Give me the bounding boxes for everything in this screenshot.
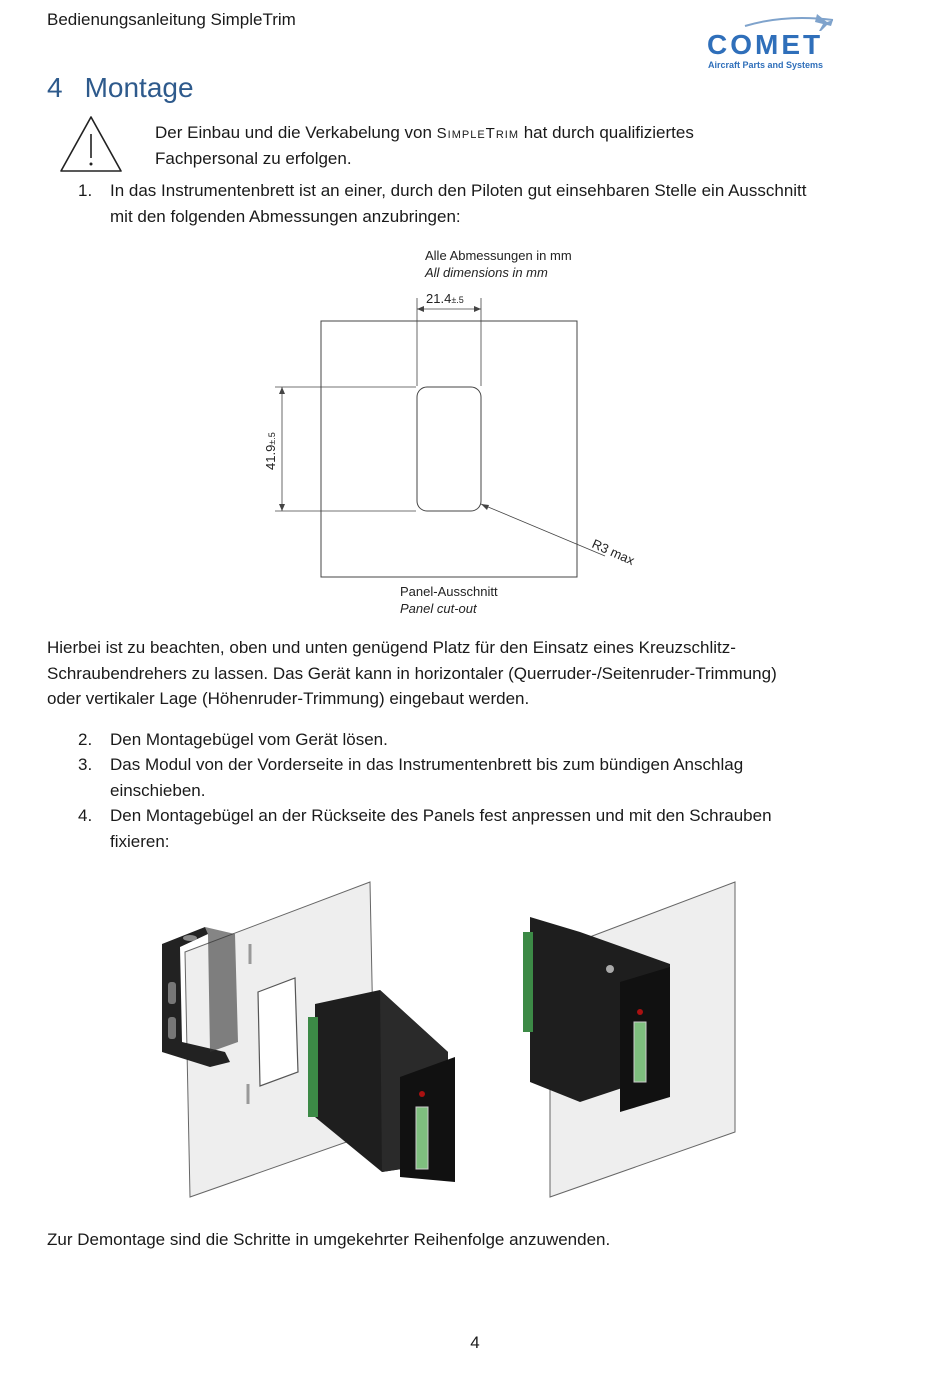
section-heading	[47, 72, 194, 104]
svg-text:21.4±.5	[426, 291, 464, 306]
step-number: 3.	[78, 755, 93, 774]
step-4-line1: Den Montagebügel an der Rückseite des Panels fest anpressen und mit den Schrauben	[110, 806, 772, 825]
step-number: 4.	[78, 806, 93, 825]
panel-cutout-diagram	[255, 240, 655, 625]
svg-text:COMET: COMET	[707, 29, 824, 60]
step-3-line1: Das Modul von der Vorderseite in das Instrumentenbrett bis zum bündigen Anschlag	[110, 755, 744, 774]
height-tolerance: ±.5	[267, 432, 277, 445]
svg-text:41.9±.5	[263, 432, 278, 470]
width-value: 21.4	[426, 291, 452, 306]
product-name: SimpleTrim	[436, 125, 519, 142]
section-number: 4	[47, 72, 63, 103]
cutout-outline	[417, 387, 481, 511]
comet-logo	[705, 10, 855, 70]
step-number: 2.	[78, 730, 93, 749]
step-2	[78, 727, 878, 753]
step-3-line2: einschieben.	[110, 781, 206, 800]
step-3	[78, 752, 878, 804]
diagram-note-de: Alle Abmessungen in mm	[425, 248, 572, 263]
warning-line2: Fachpersonal zu erfolgen.	[155, 149, 352, 168]
note-line3: oder vertikaler Lage (Höhenruder-Trimmung) eingebaut werden.	[47, 689, 530, 708]
section-title: Montage	[84, 72, 194, 103]
height-value: 41.9	[263, 444, 278, 470]
warning-line1-pre: Der Einbau und die Verkabelung von	[155, 123, 437, 142]
step-2-text: Den Montagebügel vom Gerät lösen.	[110, 730, 388, 749]
step-4-line2: fixieren:	[110, 832, 170, 851]
warning-text	[155, 120, 835, 171]
caption-de: Panel-Ausschnitt	[400, 584, 498, 599]
page-number: 4	[470, 1333, 480, 1352]
radius-label: R3 max	[589, 536, 637, 568]
running-header: Bedienungsanleitung SimpleTrim	[47, 10, 296, 29]
panel-outline	[321, 321, 577, 577]
trim-module-left	[308, 990, 455, 1182]
step-1	[78, 178, 878, 230]
closing-text: Zur Demontage sind die Schritte in umgekehrter Reihenfolge anzuwenden.	[47, 1230, 611, 1249]
diagram-note-en: All dimensions in mm	[425, 265, 548, 280]
width-tolerance: ±.5	[451, 295, 464, 305]
step-1-line2: mit den folgenden Abmessungen anzubringen:	[110, 207, 461, 226]
installation-note	[47, 635, 867, 712]
mounting-illustration	[150, 872, 770, 1202]
note-line1: Hierbei ist zu beachten, oben und unten genügend Platz für den Einsatz eines Kreuzschlitz-	[47, 638, 736, 657]
left-panel-hole	[258, 978, 298, 1086]
warning-line1-post: hat durch qualifiziertes	[519, 123, 694, 142]
step-number: 1.	[78, 181, 93, 200]
caption-en: Panel cut-out	[400, 601, 477, 616]
step-1-line1: In das Instrumentenbrett ist an einer, durch den Piloten gut einsehbaren Stelle ein Ausschnitt	[110, 181, 807, 200]
step-4	[78, 803, 878, 855]
note-line2: Schraubendrehers zu lassen. Das Gerät kann in horizontaler (Querruder-/Seitenruder-Trimmung)	[47, 663, 777, 683]
warning-triangle-icon	[58, 114, 124, 174]
svg-text:Aircraft Parts and Systems: Aircraft Parts and Systems	[708, 60, 824, 70]
